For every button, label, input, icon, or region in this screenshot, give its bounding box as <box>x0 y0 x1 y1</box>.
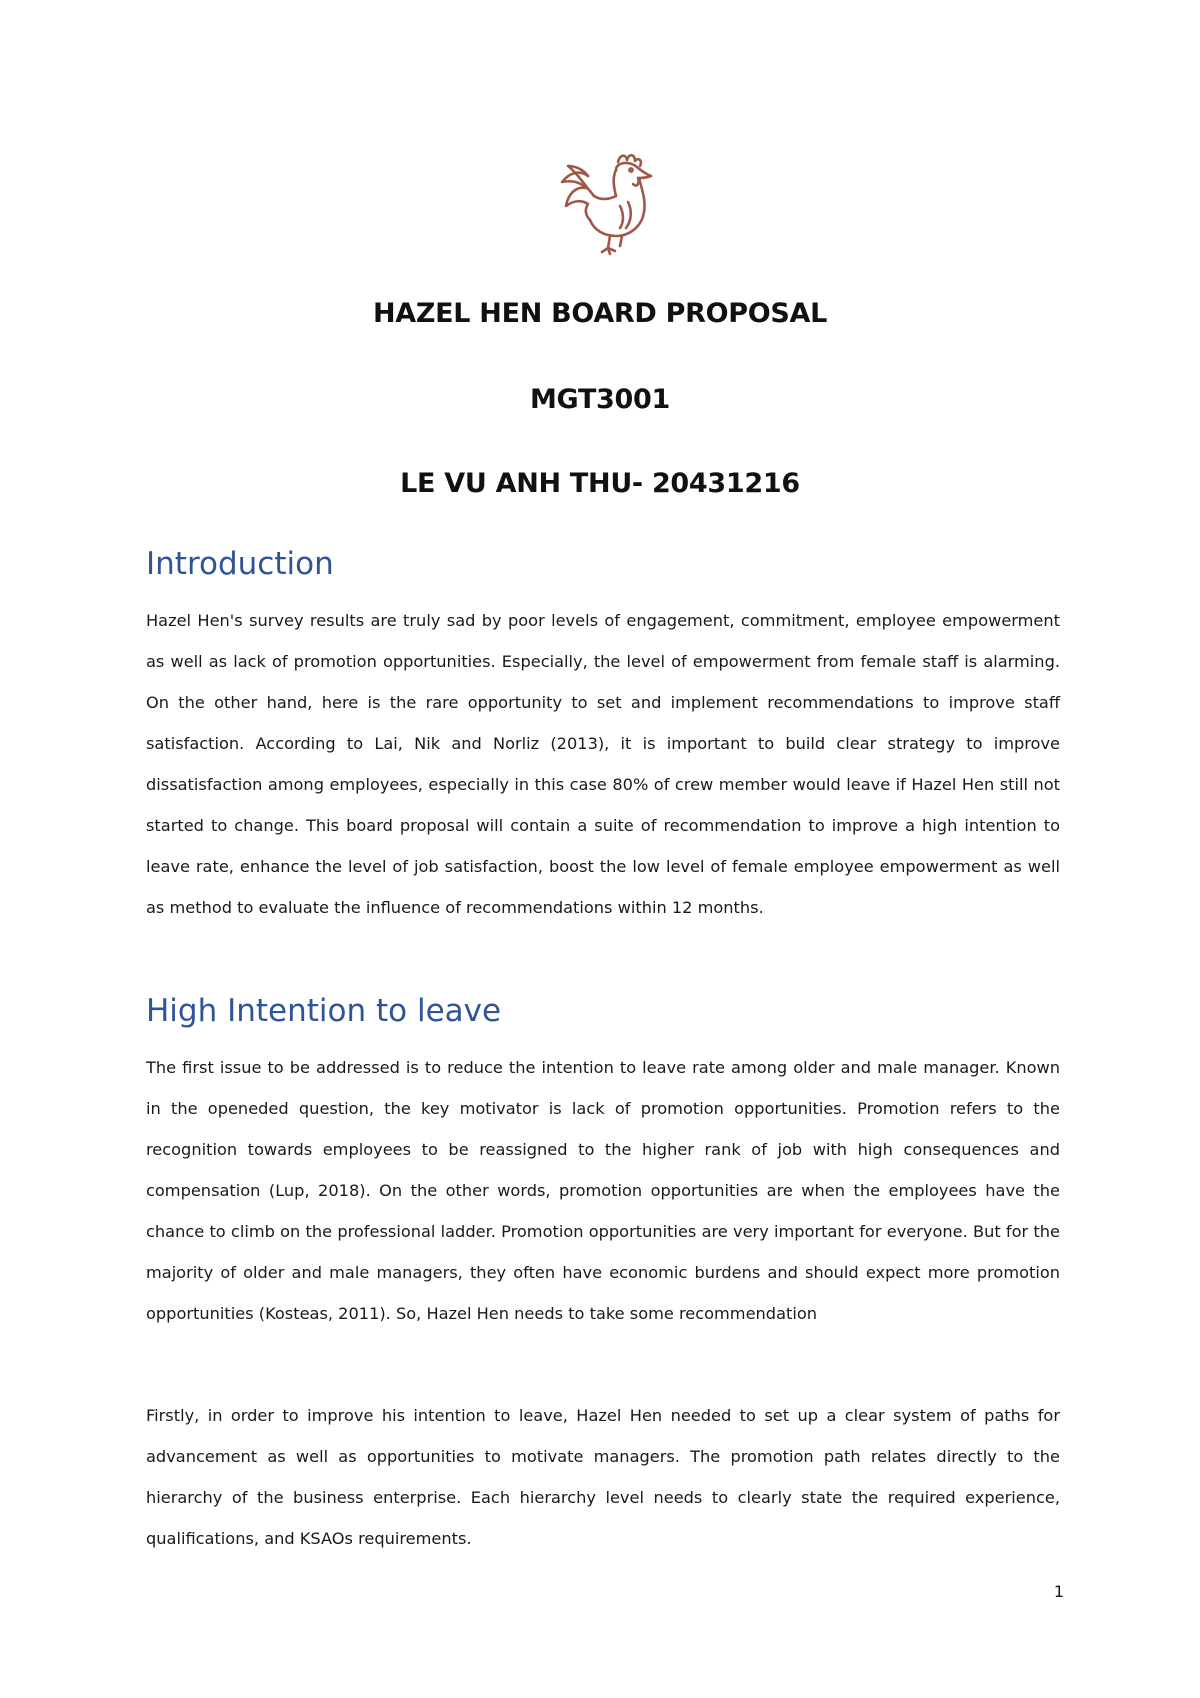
author-line: LE VU ANH THU- 20431216 <box>400 468 800 499</box>
introduction-paragraph: Hazel Hen's survey results are truly sad by poor levels of engagement, commitment, employee empowerment as well as lack of promotion opportunities. Especially, the level of empowerment from female staff is alarming. On the other hand, here is the rare opportunity to set and implement recommendations to improve staff satisfaction. According to Lai, Nik and Norliz (2013), it is important to build clear strategy to improve dissatisfaction among employees, especially in this case 80% of crew member would leave if Hazel Hen still not started to change. This board proposal will contain a suite of recommendation to improve a high intention to leave rate, enhance the level of job satisfaction, boost the low level of female employee empowerment as well as method to evaluate the influence of recommendations within 12 months. <box>146 611 1060 917</box>
page-number: 1 <box>1053 1582 1064 1601</box>
high-intention-paragraph-1: The first issue to be addressed is to reduce the intention to leave rate among older and male manager. Known in the openeded question, the key motivator is lack of promotion opportunities. Promotion refers to the recognition towards employees to be reassigned to the higher rank of job with high consequences and compensation (Lup, 2018). On the other words, promotion opportunities are when the employees have the chance to climb on the professional ladder. Promotion opportunities are very important for everyone. But for the majority of older and male managers, they often have economic burdens and should expect more promotion opportunities (Kosteas, 2011). So, Hazel Hen needs to take some recommendation <box>146 1058 1060 1323</box>
high-intention-heading: High Intention to leave <box>146 993 502 1029</box>
high-intention-paragraph-2: Firstly, in order to improve his intention to leave, Hazel Hen needed to set up a clear system of paths for advancement as well as opportunities to motivate managers. The promotion path relates directly to the hierarchy of the business enterprise. Each hierarchy level needs to clearly state the required experience, qualifications, and KSAOs requirements. <box>146 1406 1060 1548</box>
rooster-icon <box>550 148 660 260</box>
introduction-heading: Introduction <box>146 546 334 582</box>
course-code: MGT3001 <box>529 384 671 415</box>
document-title: HAZEL HEN BOARD PROPOSAL <box>372 298 828 329</box>
